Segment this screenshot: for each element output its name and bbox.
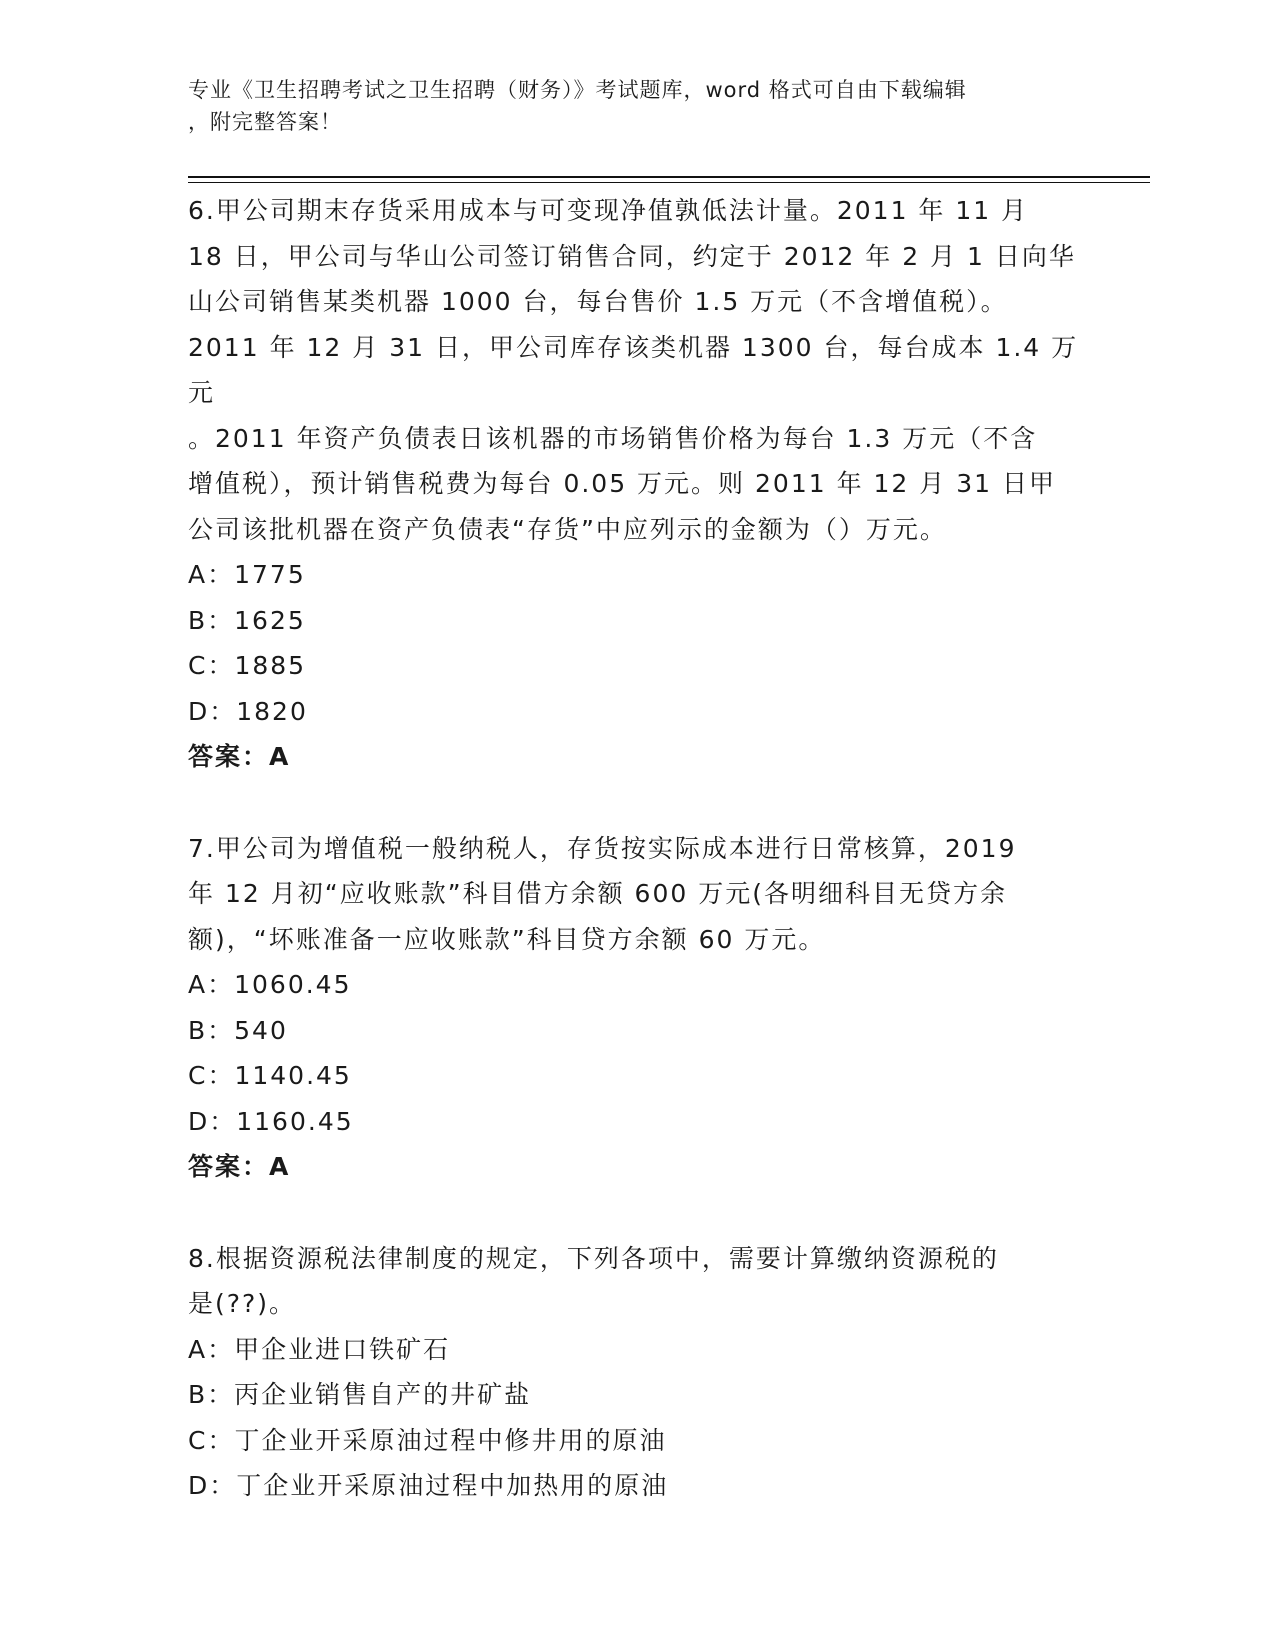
stem-line: 增值税），预计销售税费为每台 0.05 万元。则 2011 年 12 月 31 日甲 — [188, 469, 1056, 498]
stem-line: 7.甲公司为增值税一般纳税人，存货按实际成本进行日常核算，2019 — [188, 833, 1017, 863]
question-stem — [188, 188, 1093, 552]
header-line-2: ，附完整答案！ — [188, 110, 342, 134]
option-b: B：1625 — [188, 605, 306, 635]
option-d: D：1160.45 — [188, 1106, 354, 1136]
stem-line: 。2011 年资产负债表日该机器的市场销售价格为每台 1.3 万元（不含 — [188, 423, 1038, 453]
option-c: C：1140.45 — [188, 1061, 352, 1090]
stem-line: 公司该批机器在资产负债表“存货”中应列示的金额为（）万元。 — [188, 514, 947, 544]
question-spacer — [188, 780, 1093, 826]
option-d: D：丁企业开采原油过程中加热用的原油 — [188, 1471, 669, 1500]
option-b: B：丙企业销售自产的井矿盐 — [188, 1380, 532, 1409]
question-8 — [188, 1236, 1093, 1509]
option-a: A：1775 — [188, 560, 306, 589]
question-list — [188, 188, 1093, 1509]
question-spacer — [188, 1190, 1093, 1236]
answer: 答案：A — [188, 1152, 291, 1181]
header-divider-thick — [188, 176, 1150, 178]
question-7 — [188, 826, 1093, 1190]
document-header — [188, 74, 1068, 138]
option-c: C：1885 — [188, 651, 307, 680]
option-a: A：甲企业进口铁矿石 — [188, 1334, 451, 1364]
stem-line: 山公司销售某类机器 1000 台，每台售价 1.5 万元（不含增值税）。 — [188, 287, 1008, 316]
stem-line: 额)，“坏账准备一应收账款”科目贷方余额 60 万元。 — [188, 924, 826, 954]
header-divider-thin — [188, 182, 1150, 183]
stem-line: 年 12 月初“应收账款”科目借方余额 600 万元(各明细科目无贷方余 — [188, 879, 1007, 908]
question-stem — [188, 1236, 1093, 1327]
stem-line: 是(??)。 — [188, 1289, 297, 1318]
answer: 答案：A — [188, 742, 291, 771]
question-6 — [188, 188, 1093, 780]
question-stem — [188, 826, 1093, 963]
option-a: A：1060.45 — [188, 970, 352, 999]
stem-line: 2011 年 12 月 31 日，甲公司库存该类机器 1300 台，每台成本 1.4 万元 — [188, 332, 1079, 407]
stem-line: 6.甲公司期末存货采用成本与可变现净值孰低法计量。2011 年 11 月 — [188, 196, 1029, 225]
header-line-1: 专业《卫生招聘考试之卫生招聘（财务）》考试题库，word 格式可自由下载编辑 — [188, 78, 967, 102]
option-d: D：1820 — [188, 696, 308, 726]
option-c: C：丁企业开采原油过程中修井用的原油 — [188, 1425, 667, 1455]
stem-line: 8.根据资源税法律制度的规定，下列各项中，需要计算缴纳资源税的 — [188, 1243, 999, 1273]
stem-line: 18 日，甲公司与华山公司签订销售合同，约定于 2012 年 2 月 1 日向华 — [188, 241, 1076, 271]
option-b: B：540 — [188, 1015, 288, 1045]
